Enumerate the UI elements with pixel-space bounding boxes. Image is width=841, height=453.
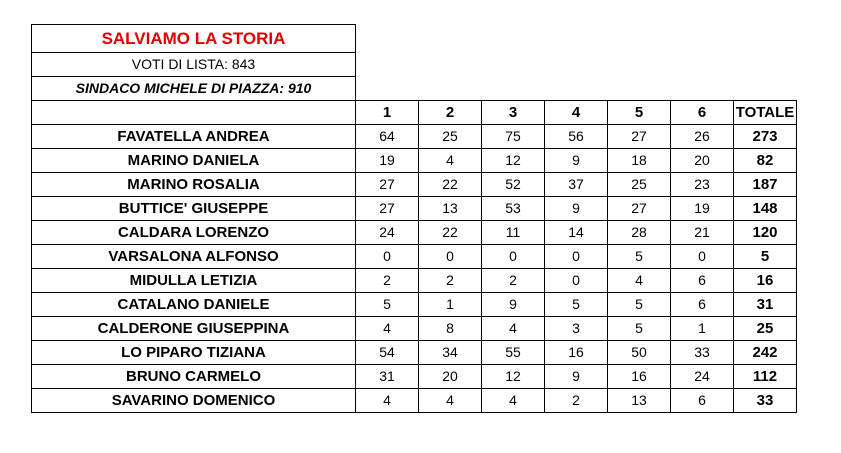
table-row [32, 149, 797, 173]
section-votes: 50 [608, 341, 671, 365]
candidate-name: FAVATELLA ANDREA [32, 125, 356, 149]
candidate-name: CATALANO DANIELE [32, 293, 356, 317]
candidate-name: CALDARA LORENZO [32, 221, 356, 245]
table-row [32, 125, 797, 149]
table-row [32, 293, 797, 317]
section-votes: 27 [608, 125, 671, 149]
table-row [32, 221, 797, 245]
section-votes: 2 [419, 269, 482, 293]
mayor-votes: SINDACO MICHELE DI PIAZZA: 910 [32, 77, 356, 101]
section-votes: 9 [545, 149, 608, 173]
list-votes: VOTI DI LISTA: 843 [32, 53, 356, 77]
list-votes-row [32, 53, 797, 77]
candidate-name: BRUNO CARMELO [32, 365, 356, 389]
section-votes: 4 [356, 389, 419, 413]
candidate-total: 25 [734, 317, 797, 341]
section-votes: 16 [608, 365, 671, 389]
section-votes: 13 [608, 389, 671, 413]
section-votes: 4 [419, 389, 482, 413]
candidate-total: 120 [734, 221, 797, 245]
section-votes: 14 [545, 221, 608, 245]
candidate-name: MARINO DANIELA [32, 149, 356, 173]
candidate-total: 5 [734, 245, 797, 269]
section-votes: 12 [482, 149, 545, 173]
table-row [32, 317, 797, 341]
candidate-total: 82 [734, 149, 797, 173]
section-votes: 25 [608, 173, 671, 197]
section-votes: 2 [482, 269, 545, 293]
section-votes: 52 [482, 173, 545, 197]
section-votes: 4 [356, 317, 419, 341]
section-votes: 24 [671, 365, 734, 389]
candidate-total: 187 [734, 173, 797, 197]
results-table [31, 24, 797, 413]
candidate-name: SAVARINO DOMENICO [32, 389, 356, 413]
section-votes: 56 [545, 125, 608, 149]
section-votes: 6 [671, 293, 734, 317]
section-votes: 0 [545, 245, 608, 269]
section-votes: 54 [356, 341, 419, 365]
column-header-total: TOTALE [734, 101, 797, 125]
candidate-name: BUTTICE' GIUSEPPE [32, 197, 356, 221]
section-votes: 19 [671, 197, 734, 221]
candidate-total: 16 [734, 269, 797, 293]
mayor-row [32, 77, 797, 101]
section-votes: 1 [671, 317, 734, 341]
section-votes: 53 [482, 197, 545, 221]
section-votes: 4 [482, 389, 545, 413]
section-votes: 4 [482, 317, 545, 341]
table-row [32, 365, 797, 389]
candidate-total: 112 [734, 365, 797, 389]
section-votes: 6 [671, 269, 734, 293]
section-votes: 24 [356, 221, 419, 245]
section-votes: 2 [545, 389, 608, 413]
candidate-total: 148 [734, 197, 797, 221]
section-votes: 8 [419, 317, 482, 341]
section-votes: 75 [482, 125, 545, 149]
section-votes: 26 [671, 125, 734, 149]
candidate-total: 33 [734, 389, 797, 413]
section-votes: 5 [608, 293, 671, 317]
section-votes: 20 [671, 149, 734, 173]
title-row [32, 25, 797, 53]
section-votes: 13 [419, 197, 482, 221]
section-votes: 5 [545, 293, 608, 317]
results-sheet [31, 24, 797, 413]
candidate-name: MIDULLA LETIZIA [32, 269, 356, 293]
table-row [32, 173, 797, 197]
section-votes: 18 [608, 149, 671, 173]
section-votes: 22 [419, 221, 482, 245]
section-votes: 22 [419, 173, 482, 197]
section-votes: 55 [482, 341, 545, 365]
section-votes: 28 [608, 221, 671, 245]
section-votes: 1 [419, 293, 482, 317]
section-votes: 9 [545, 365, 608, 389]
column-header-3: 3 [482, 101, 545, 125]
section-votes: 19 [356, 149, 419, 173]
section-votes: 37 [545, 173, 608, 197]
candidate-name: VARSALONA ALFONSO [32, 245, 356, 269]
section-votes: 0 [356, 245, 419, 269]
section-votes: 6 [671, 389, 734, 413]
section-votes: 4 [419, 149, 482, 173]
section-votes: 0 [545, 269, 608, 293]
section-votes: 31 [356, 365, 419, 389]
column-header-5: 5 [608, 101, 671, 125]
section-votes: 33 [671, 341, 734, 365]
section-votes: 0 [419, 245, 482, 269]
results-table-body [32, 25, 797, 413]
section-votes: 23 [671, 173, 734, 197]
section-votes: 2 [356, 269, 419, 293]
list-title: SALVIAMO LA STORIA [32, 25, 356, 53]
candidate-total: 242 [734, 341, 797, 365]
section-votes: 0 [482, 245, 545, 269]
table-row [32, 341, 797, 365]
section-votes: 5 [356, 293, 419, 317]
section-votes: 27 [356, 173, 419, 197]
section-votes: 9 [545, 197, 608, 221]
section-votes: 21 [671, 221, 734, 245]
candidate-total: 273 [734, 125, 797, 149]
section-votes: 5 [608, 245, 671, 269]
section-votes: 3 [545, 317, 608, 341]
section-votes: 25 [419, 125, 482, 149]
section-votes: 9 [482, 293, 545, 317]
section-votes: 0 [671, 245, 734, 269]
section-votes: 20 [419, 365, 482, 389]
section-votes: 27 [356, 197, 419, 221]
column-header-row [32, 101, 797, 125]
table-row [32, 389, 797, 413]
section-votes: 5 [608, 317, 671, 341]
section-votes: 16 [545, 341, 608, 365]
section-votes: 27 [608, 197, 671, 221]
candidate-total: 31 [734, 293, 797, 317]
candidate-name: CALDERONE GIUSEPPINA [32, 317, 356, 341]
column-header-6: 6 [671, 101, 734, 125]
section-votes: 12 [482, 365, 545, 389]
section-votes: 4 [608, 269, 671, 293]
table-row [32, 269, 797, 293]
column-header-1: 1 [356, 101, 419, 125]
section-votes: 34 [419, 341, 482, 365]
section-votes: 11 [482, 221, 545, 245]
column-header-4: 4 [545, 101, 608, 125]
column-header-2: 2 [419, 101, 482, 125]
candidate-name: MARINO ROSALIA [32, 173, 356, 197]
candidate-name: LO PIPARO TIZIANA [32, 341, 356, 365]
section-votes: 64 [356, 125, 419, 149]
table-row [32, 245, 797, 269]
table-row [32, 197, 797, 221]
